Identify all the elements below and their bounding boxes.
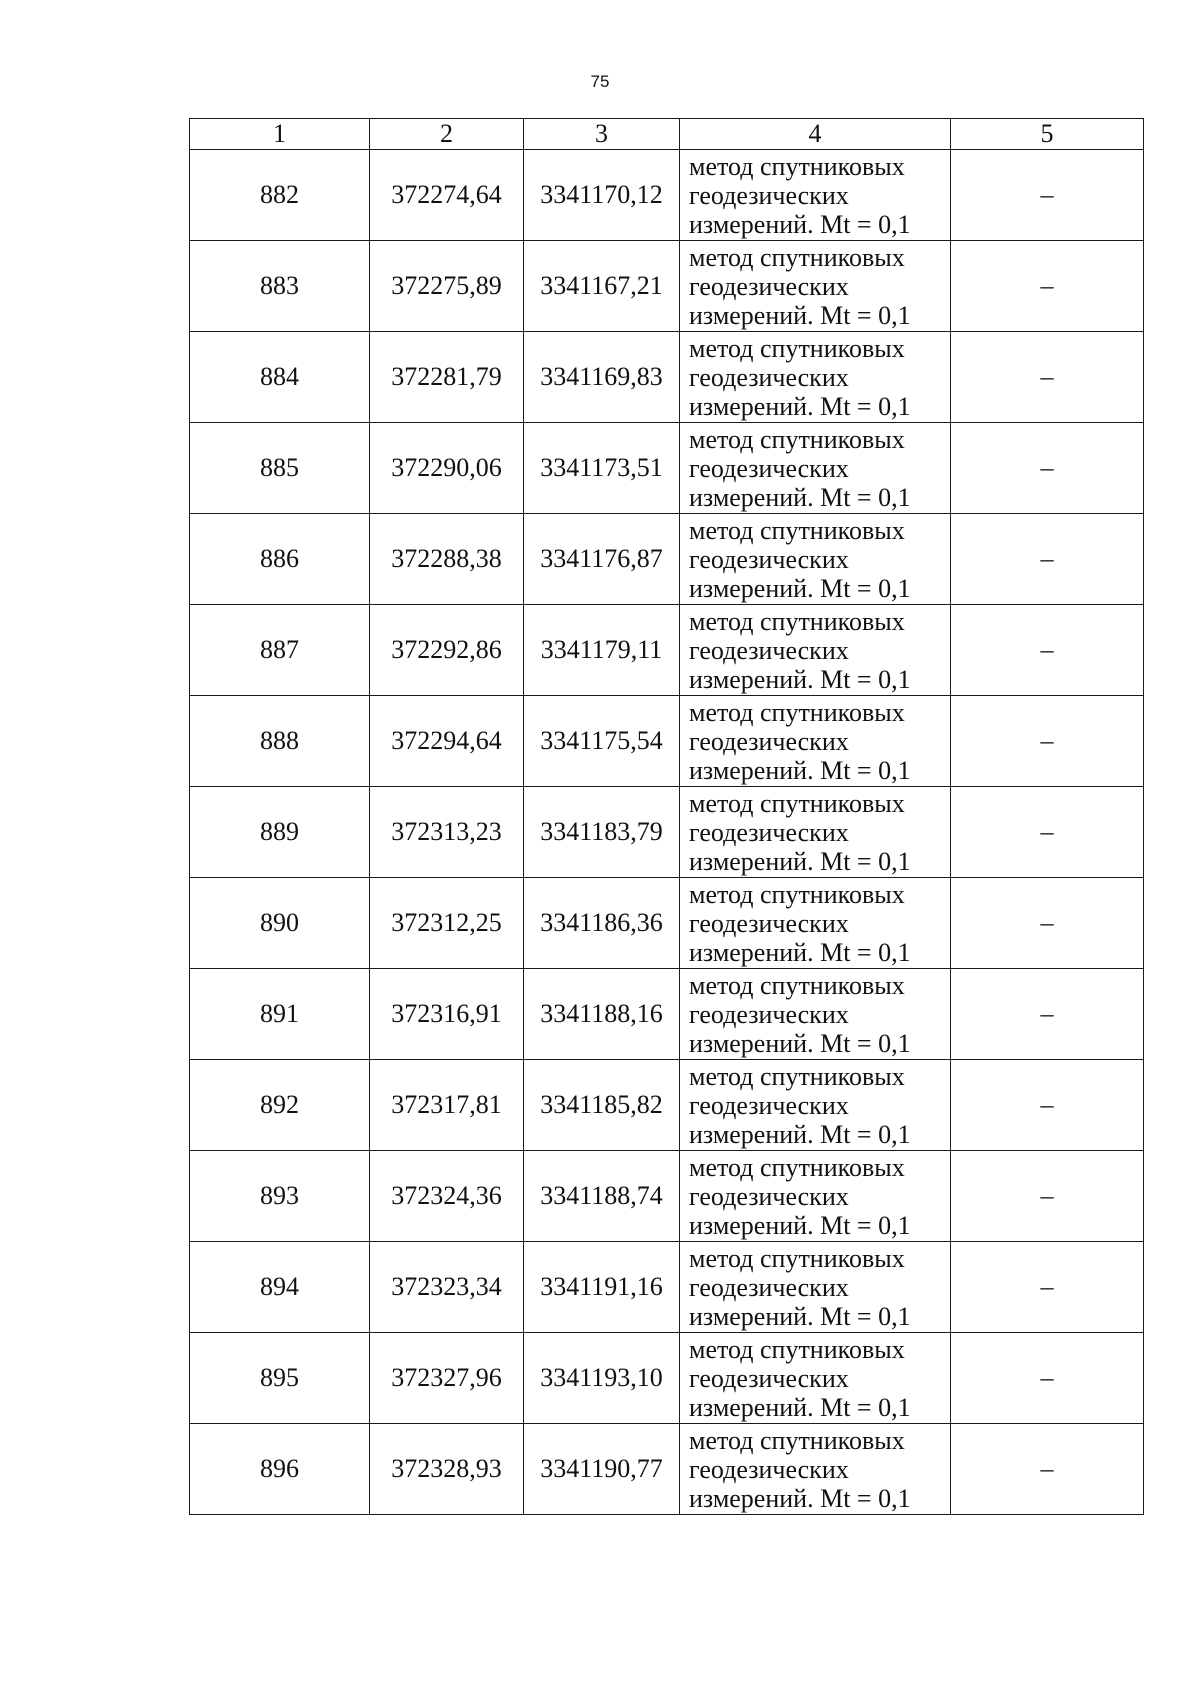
y-coordinate-cell: 3341173,51 (524, 423, 680, 514)
y-coordinate-cell: 3341167,21 (524, 241, 680, 332)
method-line: измерений. Mt = 0,1 (689, 1392, 911, 1422)
y-coordinate-cell: 3341188,16 (524, 969, 680, 1060)
method-cell (680, 1333, 951, 1424)
point-number-cell: 882 (190, 150, 370, 241)
table-row (190, 1060, 1144, 1151)
method-cell (680, 150, 951, 241)
method-line: измерений. Mt = 0,1 (689, 209, 911, 239)
method-line: метод спутниковых (689, 879, 905, 909)
method-cell (680, 1424, 951, 1515)
column-header: 4 (680, 119, 951, 150)
point-number-cell: 893 (190, 1151, 370, 1242)
method-line: метод спутниковых (689, 151, 905, 181)
method-line: геодезических (689, 362, 849, 392)
note-cell: – (951, 878, 1144, 969)
method-line: геодезических (689, 271, 849, 301)
column-header: 1 (190, 119, 370, 150)
x-coordinate-cell: 372275,89 (370, 241, 524, 332)
method-line: измерений. Mt = 0,1 (689, 1301, 911, 1331)
method-line: геодезических (689, 908, 849, 938)
method-cell (680, 787, 951, 878)
method-line: метод спутниковых (689, 606, 905, 636)
method-line: геодезических (689, 1272, 849, 1302)
note-cell: – (951, 1333, 1144, 1424)
point-number-cell: 896 (190, 1424, 370, 1515)
method-line: геодезических (689, 726, 849, 756)
x-coordinate-cell: 372294,64 (370, 696, 524, 787)
table-row (190, 1151, 1144, 1242)
point-number-cell: 888 (190, 696, 370, 787)
method-line: метод спутниковых (689, 970, 905, 1000)
method-line: геодезических (689, 635, 849, 665)
y-coordinate-cell: 3341179,11 (524, 605, 680, 696)
note-cell: – (951, 1151, 1144, 1242)
method-line: геодезических (689, 544, 849, 574)
page-number: 75 (590, 72, 610, 91)
note-cell: – (951, 423, 1144, 514)
x-coordinate-cell: 372317,81 (370, 1060, 524, 1151)
method-line: метод спутниковых (689, 333, 905, 363)
y-coordinate-cell: 3341193,10 (524, 1333, 680, 1424)
point-number-cell: 892 (190, 1060, 370, 1151)
y-coordinate-cell: 3341175,54 (524, 696, 680, 787)
method-line: геодезических (689, 1363, 849, 1393)
table-row (190, 332, 1144, 423)
table-row (190, 150, 1144, 241)
point-number-cell: 885 (190, 423, 370, 514)
method-line: измерений. Mt = 0,1 (689, 1119, 911, 1149)
method-line: метод спутниковых (689, 697, 905, 727)
method-cell (680, 332, 951, 423)
method-cell (680, 423, 951, 514)
table-header-row (190, 119, 1144, 150)
note-cell: – (951, 241, 1144, 332)
table-row (190, 423, 1144, 514)
point-number-cell: 886 (190, 514, 370, 605)
method-line: метод спутниковых (689, 1152, 905, 1182)
column-header: 5 (951, 119, 1144, 150)
method-line: измерений. Mt = 0,1 (689, 846, 911, 876)
method-line: измерений. Mt = 0,1 (689, 755, 911, 785)
method-line: геодезических (689, 817, 849, 847)
x-coordinate-cell: 372316,91 (370, 969, 524, 1060)
note-cell: – (951, 332, 1144, 423)
table-row (190, 878, 1144, 969)
y-coordinate-cell: 3341183,79 (524, 787, 680, 878)
point-number-cell: 883 (190, 241, 370, 332)
method-line: измерений. Mt = 0,1 (689, 391, 911, 421)
method-cell (680, 1242, 951, 1333)
x-coordinate-cell: 372288,38 (370, 514, 524, 605)
x-coordinate-cell: 372281,79 (370, 332, 524, 423)
y-coordinate-cell: 3341185,82 (524, 1060, 680, 1151)
table-row (190, 241, 1144, 332)
method-cell (680, 878, 951, 969)
method-line: измерений. Mt = 0,1 (689, 1210, 911, 1240)
point-number-cell: 895 (190, 1333, 370, 1424)
x-coordinate-cell: 372327,96 (370, 1333, 524, 1424)
point-number-cell: 887 (190, 605, 370, 696)
point-number-cell: 891 (190, 969, 370, 1060)
x-coordinate-cell: 372292,86 (370, 605, 524, 696)
method-line: метод спутниковых (689, 788, 905, 818)
method-cell (680, 514, 951, 605)
x-coordinate-cell: 372324,36 (370, 1151, 524, 1242)
method-line: метод спутниковых (689, 242, 905, 272)
column-header: 3 (524, 119, 680, 150)
table-row (190, 1424, 1144, 1515)
note-cell: – (951, 1242, 1144, 1333)
note-cell: – (951, 514, 1144, 605)
note-cell: – (951, 605, 1144, 696)
note-cell: – (951, 969, 1144, 1060)
table-body (190, 150, 1144, 1515)
x-coordinate-cell: 372328,93 (370, 1424, 524, 1515)
table-row (190, 1242, 1144, 1333)
y-coordinate-cell: 3341188,74 (524, 1151, 680, 1242)
method-cell (680, 605, 951, 696)
point-number-cell: 884 (190, 332, 370, 423)
method-line: измерений. Mt = 0,1 (689, 664, 911, 694)
y-coordinate-cell: 3341176,87 (524, 514, 680, 605)
note-cell: – (951, 1060, 1144, 1151)
method-cell (680, 241, 951, 332)
method-line: геодезических (689, 1090, 849, 1120)
method-line: геодезических (689, 999, 849, 1029)
method-line: измерений. Mt = 0,1 (689, 300, 911, 330)
method-line: геодезических (689, 1181, 849, 1211)
method-line: геодезических (689, 453, 849, 483)
table-row (190, 969, 1144, 1060)
x-coordinate-cell: 372323,34 (370, 1242, 524, 1333)
method-line: геодезических (689, 180, 849, 210)
method-line: измерений. Mt = 0,1 (689, 573, 911, 603)
method-cell (680, 1060, 951, 1151)
y-coordinate-cell: 3341190,77 (524, 1424, 680, 1515)
method-line: измерений. Mt = 0,1 (689, 482, 911, 512)
method-line: измерений. Mt = 0,1 (689, 1483, 911, 1513)
table-row (190, 514, 1144, 605)
note-cell: – (951, 787, 1144, 878)
x-coordinate-cell: 372290,06 (370, 423, 524, 514)
table-row (190, 787, 1144, 878)
y-coordinate-cell: 3341170,12 (524, 150, 680, 241)
method-line: геодезических (689, 1454, 849, 1484)
point-number-cell: 894 (190, 1242, 370, 1333)
method-line: метод спутниковых (689, 424, 905, 454)
method-cell (680, 969, 951, 1060)
note-cell: – (951, 1424, 1144, 1515)
x-coordinate-cell: 372274,64 (370, 150, 524, 241)
method-line: метод спутниковых (689, 1425, 905, 1455)
method-cell (680, 1151, 951, 1242)
x-coordinate-cell: 372312,25 (370, 878, 524, 969)
note-cell: – (951, 150, 1144, 241)
method-line: метод спутниковых (689, 1243, 905, 1273)
table-row (190, 696, 1144, 787)
column-header: 2 (370, 119, 524, 150)
table-row (190, 605, 1144, 696)
y-coordinate-cell: 3341191,16 (524, 1242, 680, 1333)
y-coordinate-cell: 3341169,83 (524, 332, 680, 423)
y-coordinate-cell: 3341186,36 (524, 878, 680, 969)
x-coordinate-cell: 372313,23 (370, 787, 524, 878)
point-number-cell: 889 (190, 787, 370, 878)
method-line: измерений. Mt = 0,1 (689, 1028, 911, 1058)
method-line: измерений. Mt = 0,1 (689, 937, 911, 967)
method-cell (680, 696, 951, 787)
method-line: метод спутниковых (689, 1061, 905, 1091)
note-cell: – (951, 696, 1144, 787)
point-number-cell: 890 (190, 878, 370, 969)
method-line: метод спутниковых (689, 1334, 905, 1364)
coordinates-table (189, 118, 1144, 1515)
method-line: метод спутниковых (689, 515, 905, 545)
table-row (190, 1333, 1144, 1424)
